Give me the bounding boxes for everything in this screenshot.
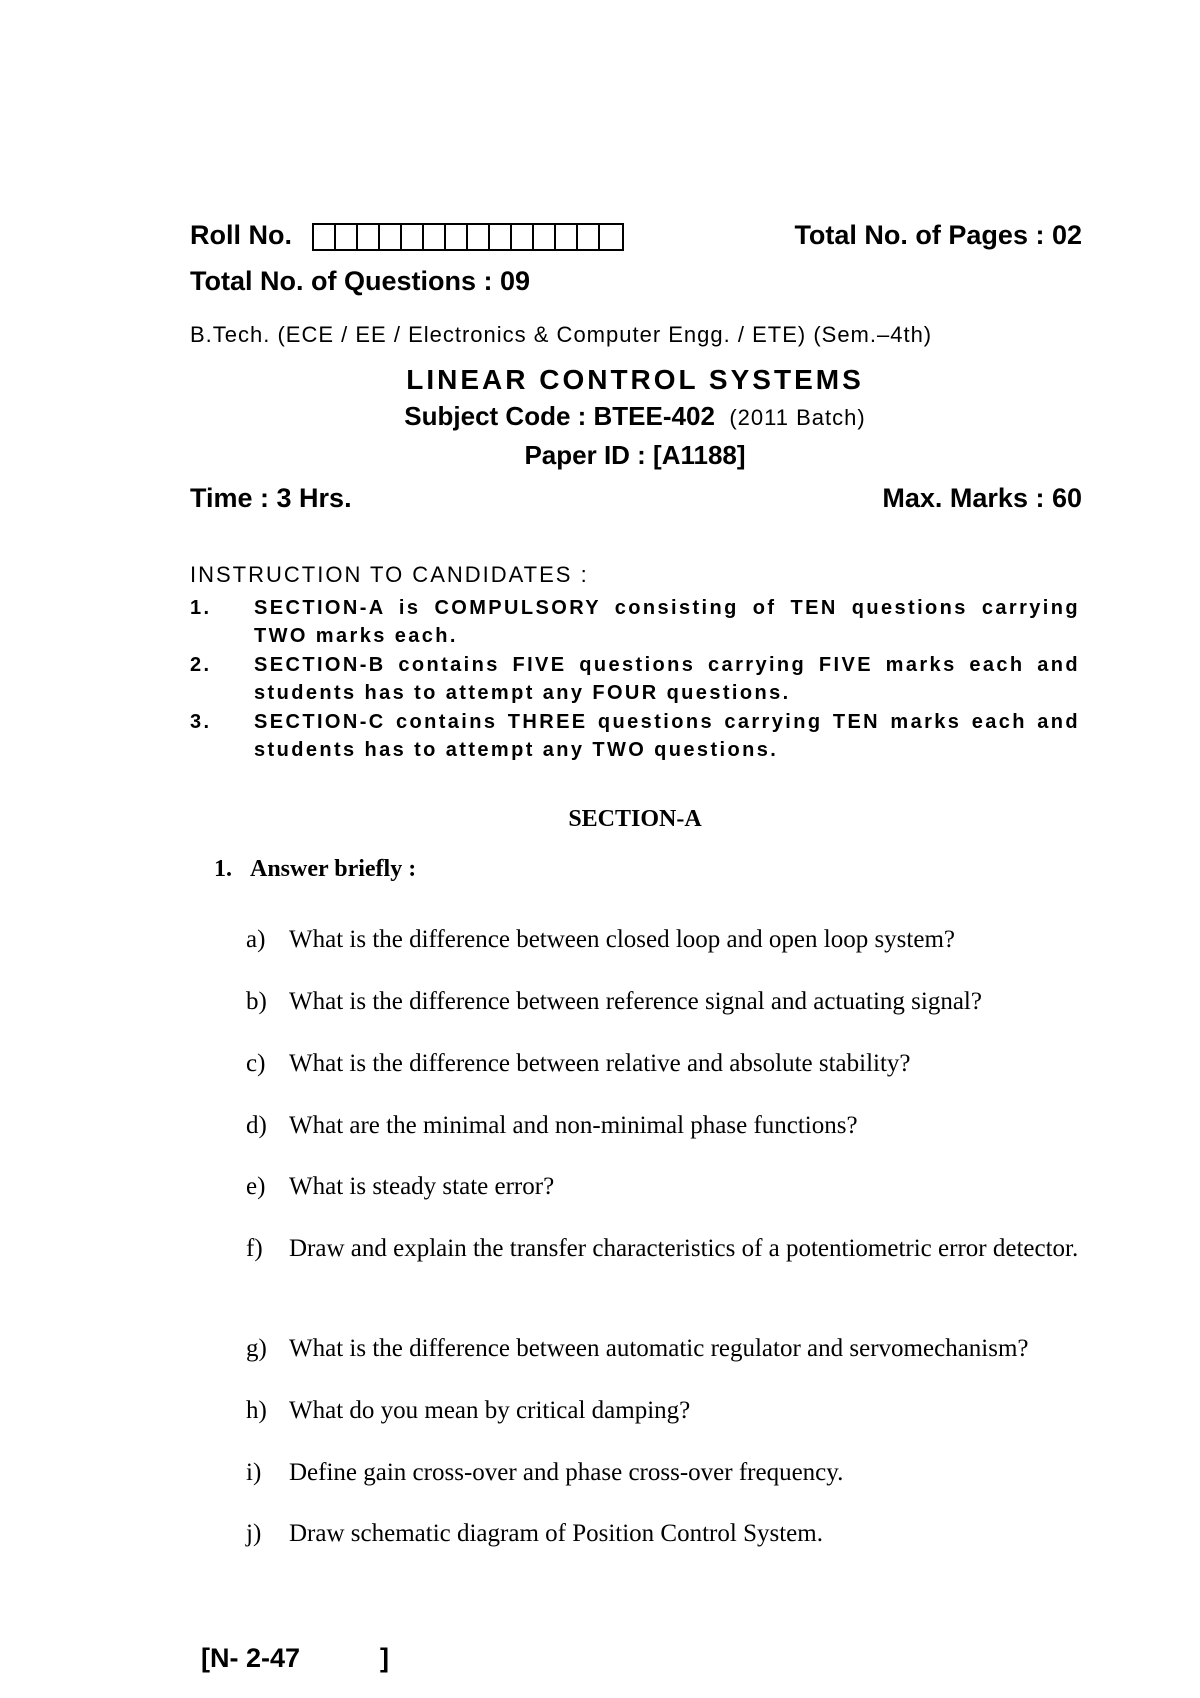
sub-question-text: Draw schematic diagram of Position Control System.	[289, 1520, 823, 1547]
sub-question-label: g)	[246, 1335, 267, 1362]
instruction-text: SECTION-B contains FIVE questions carrying FIVE marks each and students has to attempt any FOUR questions.	[254, 654, 1080, 704]
sub-question-label: j)	[246, 1520, 262, 1547]
roll-no-box	[578, 225, 600, 249]
roll-no-box	[446, 225, 468, 249]
instruction-text: SECTION-A is COMPULSORY consisting of TEN questions carrying TWO marks each.	[254, 597, 1080, 647]
roll-no-boxes	[312, 223, 624, 251]
batch-label: (2011 Batch)	[729, 405, 866, 430]
instruction-item	[190, 708, 1080, 764]
roll-no-box	[468, 225, 490, 249]
course-line: B.Tech. (ECE / EE / Electronics & Computer Engg. / ETE) (Sem.–4th)	[190, 322, 933, 347]
sub-question-label: e)	[246, 1173, 266, 1200]
sub-question-label: d)	[246, 1112, 267, 1139]
total-questions-label: Total No. of Questions : 09	[190, 266, 531, 296]
footer-code: [N- 2-47	[201, 1643, 301, 1673]
roll-no-box	[600, 225, 622, 249]
instructions-heading: INSTRUCTION TO CANDIDATES :	[190, 562, 589, 587]
roll-no-box	[556, 225, 578, 249]
sub-question-label: f)	[246, 1235, 263, 1262]
footer-bracket: ]	[380, 1643, 389, 1673]
sub-question-text: What are the minimal and non-minimal phase functions?	[289, 1112, 858, 1139]
max-marks-label: Max. Marks : 60	[882, 483, 1082, 513]
instruction-item	[190, 594, 1080, 650]
sub-question-text: What is the difference between reference signal and actuating signal?	[289, 988, 982, 1015]
paper-id: Paper ID : [A1188]	[524, 440, 746, 470]
roll-no-box	[358, 225, 380, 249]
instruction-number: 2.	[190, 654, 212, 676]
roll-no-box	[490, 225, 512, 249]
subject-code: Subject Code : BTEE-402	[404, 401, 715, 431]
sub-question-label: h)	[246, 1397, 267, 1424]
sub-question-label: c)	[246, 1050, 266, 1077]
roll-no-box	[380, 225, 402, 249]
sub-question-text: What is steady state error?	[289, 1173, 555, 1200]
sub-question-label: i)	[246, 1459, 262, 1486]
question-heading: Answer briefly :	[250, 856, 417, 882]
roll-no-box	[424, 225, 446, 249]
sub-question-text: What is the difference between automatic regulator and servomechanism?	[289, 1335, 1029, 1362]
subject-code-line	[0, 401, 1200, 432]
time-label: Time : 3 Hrs.	[190, 483, 352, 513]
section-a-title: SECTION-A	[568, 806, 702, 832]
roll-no-box	[534, 225, 556, 249]
total-pages-label: Total No. of Pages : 02	[794, 220, 1082, 250]
sub-question-text: Draw and explain the transfer characteristics of a potentiometric error detector.	[289, 1235, 1079, 1262]
paper-title: LINEAR CONTROL SYSTEMS	[406, 364, 864, 395]
sub-question-text: Define gain cross-over and phase cross-over frequency.	[289, 1459, 844, 1486]
sub-question-text: What is the difference between closed loop and open loop system?	[289, 926, 955, 953]
instruction-item	[190, 651, 1080, 707]
instruction-number: 3.	[190, 711, 212, 733]
roll-no-box	[336, 225, 358, 249]
sub-question-text: What do you mean by critical damping?	[289, 1397, 691, 1424]
question-number: 1.	[214, 856, 232, 882]
sub-question-text: What is the difference between relative and absolute stability?	[289, 1050, 911, 1077]
sub-question-label: b)	[246, 988, 267, 1015]
roll-no-box	[512, 225, 534, 249]
instruction-number: 1.	[190, 597, 212, 619]
roll-no-box	[402, 225, 424, 249]
sub-question-label: a)	[246, 926, 266, 953]
roll-no-label: Roll No.	[190, 220, 292, 250]
instruction-text: SECTION-C contains THREE questions carrying TEN marks each and students has to attempt any TWO questions.	[254, 711, 1080, 761]
roll-no-box	[314, 225, 336, 249]
